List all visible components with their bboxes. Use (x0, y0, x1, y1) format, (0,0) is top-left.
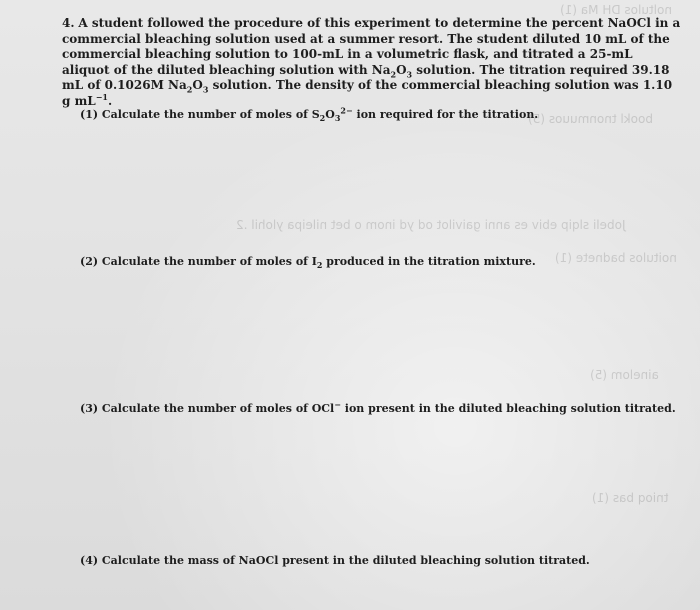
part-text: ion present in the diluted bleaching solution titrated. (340, 402, 676, 415)
subscript: 2 (319, 113, 326, 124)
subscript: 2 (186, 84, 193, 95)
question-text-part: O (396, 62, 407, 77)
subscript: 3 (406, 68, 413, 79)
part-3 (80, 399, 676, 416)
subscript: 2 (316, 260, 323, 271)
superscript: 2− (340, 105, 353, 116)
part-text: Calculate the number of moles of S (101, 108, 320, 121)
question-text-part: . (107, 93, 113, 108)
question-text-part: solution. The titration required 39.18 mL of 0.1026M Na (62, 62, 670, 92)
part-text: Calculate the mass of NaOCl present in the diluted bleaching solution titrated. (101, 554, 590, 567)
bleed-through-text: noltulos DH Ma (1) (560, 3, 672, 17)
part-label: (3) (80, 402, 99, 415)
question-4 (62, 16, 682, 109)
superscript: −1 (95, 91, 108, 102)
part-label: (4) (80, 554, 99, 567)
bleed-through-text: ainelom (5) (590, 368, 659, 382)
question-text (62, 16, 682, 109)
bleed-through-text: tnioq bas (1) (592, 491, 669, 505)
part-text: ion required for the titration. (352, 108, 539, 121)
subscript: 3 (334, 113, 341, 124)
question-text-part: O (192, 78, 203, 92)
part-text: produced in the titration mixture. (322, 255, 536, 268)
part-4 (80, 554, 590, 568)
question-text-part: solution. The density of the commercial bleaching solution was 1.10 g mL (62, 78, 673, 108)
bleed-through-text: Jobeli slqip ebiv es anni gaivilot od yd inom o bet nileipa ylohil .2 (236, 218, 626, 232)
part-label: (1) (80, 108, 99, 121)
part-text: Calculate the number of moles of OCl (101, 402, 335, 415)
subscript: 3 (202, 84, 209, 95)
bleed-through-text: noitulos badnete (1) (555, 251, 677, 265)
subscript: 2 (390, 68, 397, 79)
part-1 (80, 105, 539, 124)
part-label: (2) (80, 255, 99, 268)
superscript: − (334, 399, 341, 410)
part-text: Calculate the number of moles of I (101, 255, 317, 268)
question-text-part: A student followed the procedure of this experiment to determine the percent NaOCl in a commercial bleaching solution used at a summer resort. The student diluted 10 mL of the commercial bleaching solution to 100-mL in a volumetric flask, and titrated a 25-mL aliquot of the diluted bleaching solution with Na (62, 16, 681, 77)
question-number: 4. (62, 16, 75, 30)
part-text: O (325, 108, 335, 121)
part-2 (80, 255, 536, 269)
bleed-through-text: bookl tnonmuuos (5) (528, 112, 653, 126)
